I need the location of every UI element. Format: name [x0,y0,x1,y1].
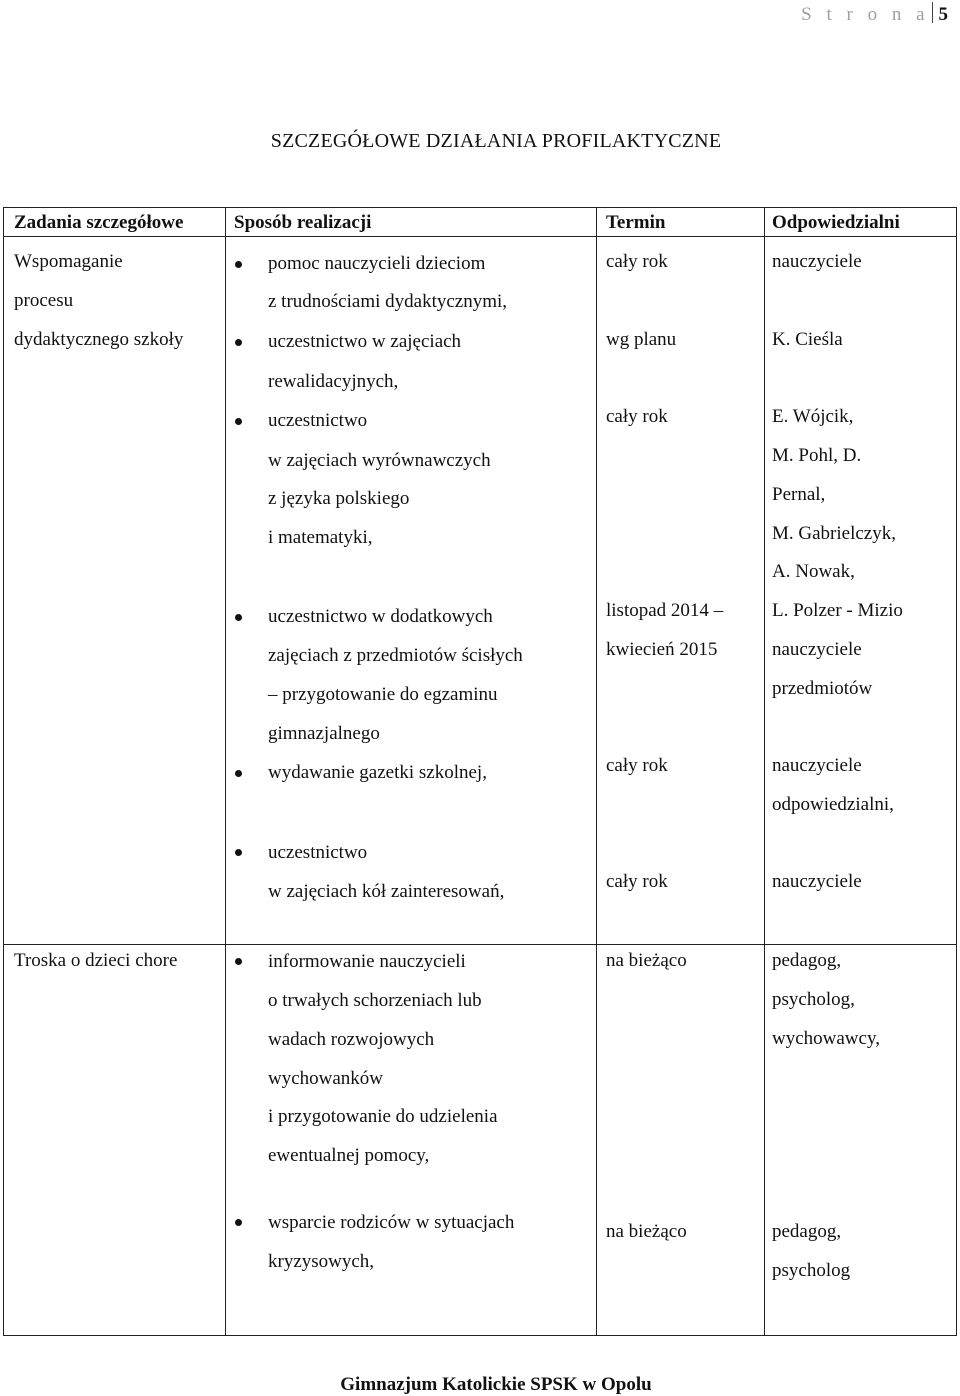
method-line: o trwałych schorzeniach lub [268,990,482,1011]
method-line: gimnazjalnego [268,723,380,744]
responsible-text: pedagog, [772,1221,842,1242]
responsible-text: K. Cieśla [772,329,843,350]
method-line: rewalidacyjnych, [268,371,399,392]
bullet-icon [235,1219,242,1226]
method-line: informowanie nauczycieli [268,951,466,972]
method-line: z trudnościami dydaktycznymi, [268,291,508,312]
table-left-border [3,207,4,1336]
page-word: S t r o n a [801,4,930,25]
term-text: na bieżąco [606,1221,687,1242]
method-line: wydawanie gazetki szkolnej, [268,762,487,783]
col-divider-3 [764,207,765,1336]
method-line: uczestnictwo w dodatkowych [268,606,493,627]
method-line: w zajęciach kół zainteresowań, [268,881,505,902]
method-line: wsparcie rodziców w sytuacjach [268,1212,515,1233]
method-line: i matematyki, [268,527,373,548]
responsible-text: wychowawcy, [772,1028,880,1049]
method-line: wadach rozwojowych [268,1029,435,1050]
row1-bottom-border [3,944,957,945]
method-line: pomoc nauczycieli dzieciom [268,253,486,274]
method-line: uczestnictwo w zajęciach [268,331,462,352]
term-text: cały rok [606,406,668,427]
task-text: procesu [14,290,74,311]
column-header-method: Sposób realizacji [234,212,372,233]
responsible-text: M. Pohl, D. [772,445,862,466]
method-line: ewentualnej pomocy, [268,1145,430,1166]
bullet-icon [235,958,242,965]
responsible-text: M. Gabrielczyk, [772,523,896,544]
responsible-text: odpowiedzialni, [772,794,894,815]
term-text: listopad 2014 – [606,600,724,621]
bullet-icon [235,339,242,346]
bullet-icon [235,614,242,621]
method-line: w zajęciach wyrównawczych [268,450,491,471]
column-header-tasks: Zadania szczegółowe [14,212,184,233]
responsible-text: nauczyciele [772,251,862,272]
method-line: uczestnictwo [268,410,368,431]
responsible-text: A. Nowak, [772,561,855,582]
table-bottom-border [3,1335,957,1336]
responsible-text: Pernal, [772,484,826,505]
table-top-border [3,207,957,208]
method-line: uczestnictwo [268,842,368,863]
method-line: zajęciach z przedmiotów ścisłych [268,645,523,666]
column-header-responsible: Odpowiedzialni [772,212,900,233]
method-line: i przygotowanie do udzielenia [268,1106,498,1127]
term-text: cały rok [606,871,668,892]
task-text: Wspomaganie [14,251,123,272]
header-bottom-border [3,236,957,237]
table-right-border [956,207,957,1336]
bullet-icon [235,770,242,777]
responsible-text: nauczyciele [772,871,862,892]
page-number: 5 [938,4,948,25]
responsible-text: pedagog, [772,950,842,971]
responsible-text: psycholog, [772,989,855,1010]
bullet-icon [235,418,242,425]
col-divider-2 [596,207,597,1336]
responsible-text: nauczyciele [772,755,862,776]
document-title: SZCZEGÓŁOWE DZIAŁANIA PROFILAKTYCZNE [270,130,722,152]
task-text: Troska o dzieci chore [14,950,178,971]
responsible-text: L. Polzer - Mizio [772,600,903,621]
method-line: – przygotowanie do egzaminu [268,684,498,705]
term-text: cały rok [606,755,668,776]
method-line: z języka polskiego [268,488,410,509]
bullet-icon [235,261,242,268]
responsible-text: przedmiotów [772,678,873,699]
bullet-icon [235,849,242,856]
responsible-text: psycholog [772,1260,851,1281]
term-text: kwiecień 2015 [606,639,718,660]
col-divider-1 [225,207,226,1336]
method-line: wychowanków [268,1068,384,1089]
responsible-text: E. Wójcik, [772,406,854,427]
task-text: dydaktycznego szkoły [14,329,184,350]
term-text: wg planu [606,329,677,350]
column-header-term: Termin [606,212,666,233]
page-footer: Gimnazjum Katolickie SPSK w Opolu [340,1374,652,1395]
term-text: na bieżąco [606,950,687,971]
responsible-text: nauczyciele [772,639,862,660]
term-text: cały rok [606,251,668,272]
method-line: kryzysowych, [268,1251,375,1272]
